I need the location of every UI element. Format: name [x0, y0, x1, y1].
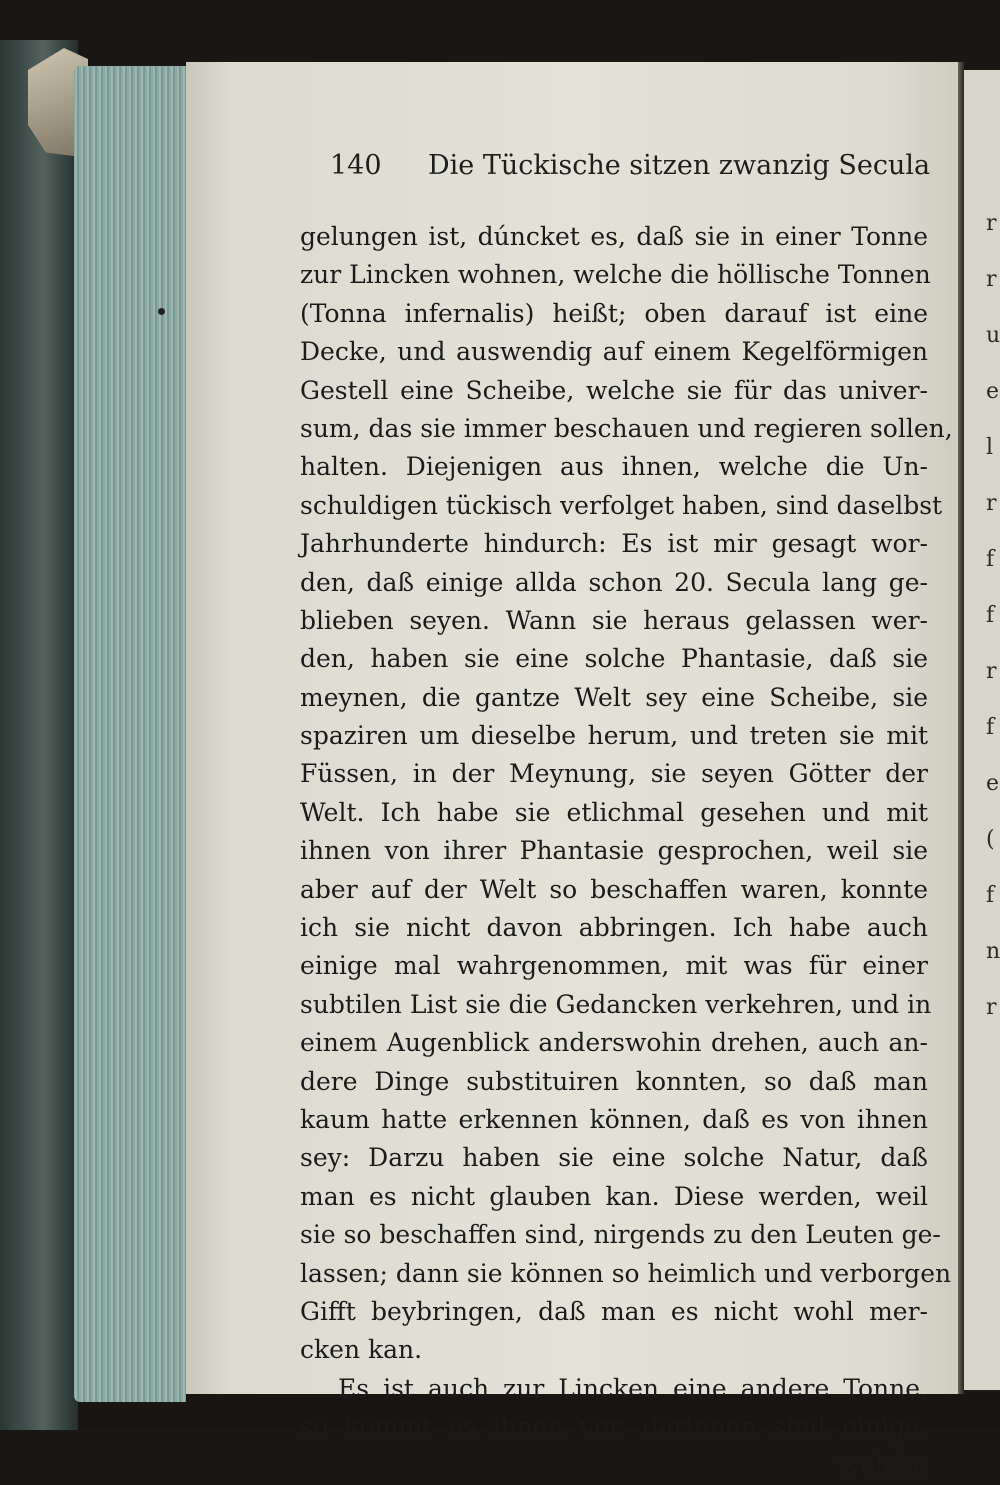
- facing-page-edge-letters: [986, 196, 1000, 1036]
- text-line: gelungen ist, dúncket es, daß sie in einer Tonne: [300, 222, 928, 251]
- text-line: Füssen, in der Meynung, sie seyen Götter der: [300, 759, 928, 789]
- text-line: sie so beschaffen sind, nirgends zu den Leuten ge-: [300, 1220, 941, 1250]
- text-line: aber auf der Welt so beschaffen waren, konnte: [300, 874, 928, 904]
- text-line: Decke, und auswendig auf einem Kegelförmigen: [300, 337, 928, 367]
- facing-page-letter: l: [986, 435, 994, 460]
- text-line: so kommt es ihnen vor, darinnen sind einige,: [300, 1412, 928, 1442]
- facing-page-letter: r: [986, 211, 997, 236]
- page-number: 140: [330, 150, 382, 181]
- facing-page-letter: e: [986, 771, 1000, 796]
- facing-page-letter: f: [986, 603, 995, 628]
- catchword: welche: [838, 1450, 928, 1480]
- text-line: den, haben sie eine solche Phantasie, daß sie: [300, 644, 928, 674]
- text-line: sey: Darzu haben sie eine solche Natur, daß: [300, 1143, 928, 1173]
- facing-page-letter: (: [986, 827, 995, 852]
- text-line: einem Augenblick anderswohin drehen, auch an-: [300, 1028, 928, 1058]
- text-line: subtilen List sie die Gedancken verkehren, und in: [300, 989, 932, 1019]
- text-line: meynen, die gantze Welt sey eine Scheibe, sie: [300, 682, 928, 712]
- running-head: Die Tückische sitzen zwanzig Secula: [428, 150, 931, 181]
- text-line: Es ist auch zur Lincken eine andere Tonne,: [338, 1373, 928, 1403]
- text-line: ihnen von ihrer Phantasie gesprochen, weil sie: [300, 836, 928, 866]
- text-line: cken kan.: [300, 1335, 423, 1365]
- text-line: man es nicht glauben kan. Diese werden, weil: [300, 1181, 928, 1211]
- text-line: dere Dinge substituiren konnten, so daß man: [300, 1066, 928, 1096]
- text-line: den, daß einige allda schon 20. Secula lang ge-: [300, 567, 928, 597]
- facing-page-letter: r: [986, 491, 997, 516]
- text-line: schuldigen tückisch verfolget haben, sind daselbst: [300, 490, 943, 520]
- body-text: [300, 218, 953, 1485]
- text-line: blieben seyen. Wann sie heraus gelassen wer-: [300, 605, 928, 635]
- page-edges: [74, 66, 186, 1402]
- facing-page-letter: n: [986, 939, 1000, 964]
- text-line: einige mal wahrgenommen, mit was für einer: [300, 951, 928, 981]
- text-line: spaziren um dieselbe herum, und treten sie mit: [300, 721, 928, 751]
- text-line: sum, das sie immer beschauen und regieren sollen,: [300, 413, 953, 443]
- text-line: Gestell eine Scheibe, welche sie für das univer-: [300, 375, 928, 405]
- text-line: halten. Diejenigen aus ihnen, welche die Un-: [300, 452, 928, 482]
- facing-page-letter: r: [986, 267, 997, 292]
- facing-page-letter: f: [986, 547, 995, 572]
- page-header: [330, 150, 931, 194]
- text-line: Gifft beybringen, daß man es nicht wohl mer-: [300, 1296, 928, 1326]
- ink-speck: [158, 308, 165, 315]
- text-line: kaum hatte erkennen können, daß es von ihnen: [300, 1104, 928, 1134]
- text-line: Jahrhunderte hindurch: Es ist mir gesagt wor-: [300, 529, 928, 559]
- facing-page-letter: u: [986, 323, 1000, 348]
- scan-background-top: [0, 0, 1000, 70]
- facing-page-letter: r: [986, 659, 997, 684]
- text-line: Welt. Ich habe sie etlichmal gesehen und mit: [300, 797, 928, 827]
- text-line: (Tonna infernalis) heißt; oben darauf ist eine: [300, 298, 928, 328]
- facing-page-letter: f: [986, 715, 995, 740]
- facing-page-letter: f: [986, 883, 995, 908]
- facing-page-letter: r: [986, 995, 997, 1020]
- text-line: zur Lincken wohnen, welche die höllische Tonnen: [300, 260, 931, 290]
- facing-page-letter: e: [986, 379, 1000, 404]
- book-cover-edge: [0, 40, 78, 1430]
- text-line: lassen; dann sie können so heimlich und verborgen: [300, 1258, 952, 1288]
- text-line: ich sie nicht davon abbringen. Ich habe auch: [300, 913, 928, 943]
